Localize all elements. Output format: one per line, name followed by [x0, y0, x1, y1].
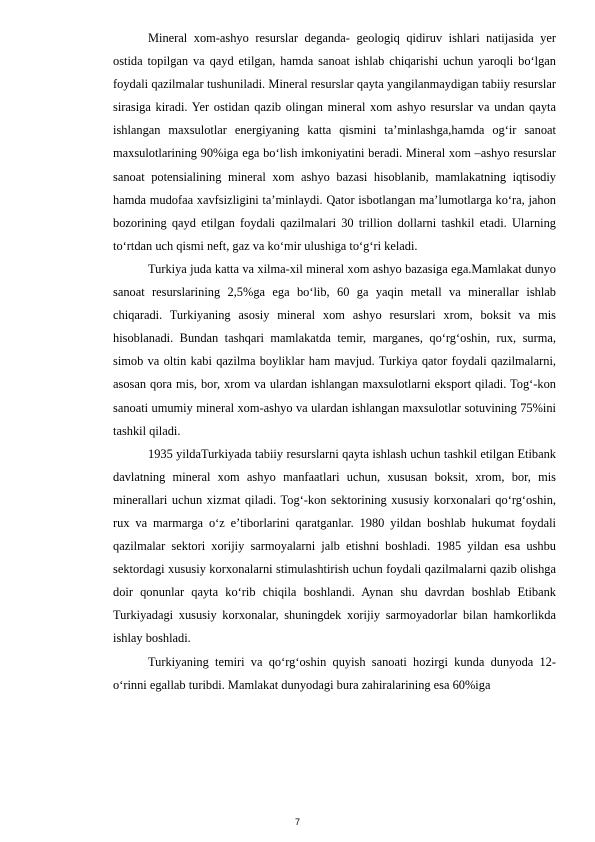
paragraph-turkey-mineral-base: Turkiya juda katta va xilma-xil mineral xom ashyo bazasiga ega.Mamlakat dunyo sanoat resurslarining 2,5%ga ega bo‘lib, 60 ga yaqin metall va minerallar ishlab chiqaradi. Turkiyaning asosiy mineral xom ashyo resurslari xrom, boksit va mis hisoblanadi. Bundan tashqari mamlakatda temir, marganes, qo‘rg‘oshin, rux, surma, simob va oltin kabi qazilma boyliklar ham mavjud. Turkiya qator foydali qazilmalarni, asosan qora mis, bor, xrom va ulardan ishlangan maxsulotlarni eksport qiladi. Tog‘-kon sanoati umumiy mineral xom-ashyo va ulardan ishlangan maxsulotlar sotuvining 75%ini tashkil qiladi. [113, 261, 556, 438]
paragraph-iron-lead-industry: Turkiyaning temiri va qo‘rg‘oshin quyish sanoati hozirgi kunda dunyoda 12- o‘rinni egallab turibdi. Mamlakat dunyodagi bura zahiralarining esa 60%iga [113, 654, 556, 692]
page-number: 7 [294, 817, 300, 827]
document-body [113, 27, 556, 697]
paragraph-etibank-history: 1935 yildaTurkiyada tabiiy resurslarni qayta ishlash uchun tashkil etilgan Etibank davlatning mineral xom ashyo manfaatlari uchun, xususan boksit, xrom, bor, mis minerallari uchun xizmat qiladi. Tog‘-kon sektorining xususiy korxonalari qo‘rg‘oshin, rux va marmarga o‘z e’tiborlarini qaratganlar. 1980 yildan boshlab hukumat foydali qazilmalar sektori xorijiy sarmoyalarni jalb etishni boshladi. 1985 yildan esa ushbu sektordagi xususiy korxonalarni stimulashtirish uchun foydali qazilmalarni qazib olishga doir qonunlar qayta ko‘rib chiqila boshlandi. Aynan shu davrdan boshlab Etibank Turkiyadagi xususiy korxonalar, shuningdek xorijiy sarmoyadorlar bilan hamkorlikda ishlay boshladi. [113, 446, 556, 646]
paragraph-mineral-resources: Mineral xom-ashyo resurslar deganda- geologiq qidiruv ishlari natijasida yer ostida topilgan va qayd etilgan, hamda sanoat ishlab chiqarishi uchun yaroqli bo‘lgan foydali qazilmalar tushuniladi. Mineral resurslar qayta yangilanmaydigan tabiiy resurslar sirasiga kiradi. Yer ostidan qazib olingan mineral xom ashyo resurslar va undan qayta ishlangan maxsulotlar energiyaning katta qismini ta’minlashga,hamda og‘ir sanoat maxsulotlarining 90%iga ega bo‘lish imkoniyatini beradi. Mineral xom –ashyo resurslar sanoat potensialining mineral xom ashyo bazasi hisoblanib, mamlakatning iqtisodiy hamda mudofaa xavfsizligini ta’minlaydi. Qator isbotlangan ma’lumotlarga ko‘ra, jahon bozorining qayd etilgan foydali qazilmalari 30 trillion dollarni tashkil etadi. Ularning to‘rtdan uch qismi neft, gaz va ko‘mir ulushiga to‘g‘ri keladi. [113, 31, 556, 253]
